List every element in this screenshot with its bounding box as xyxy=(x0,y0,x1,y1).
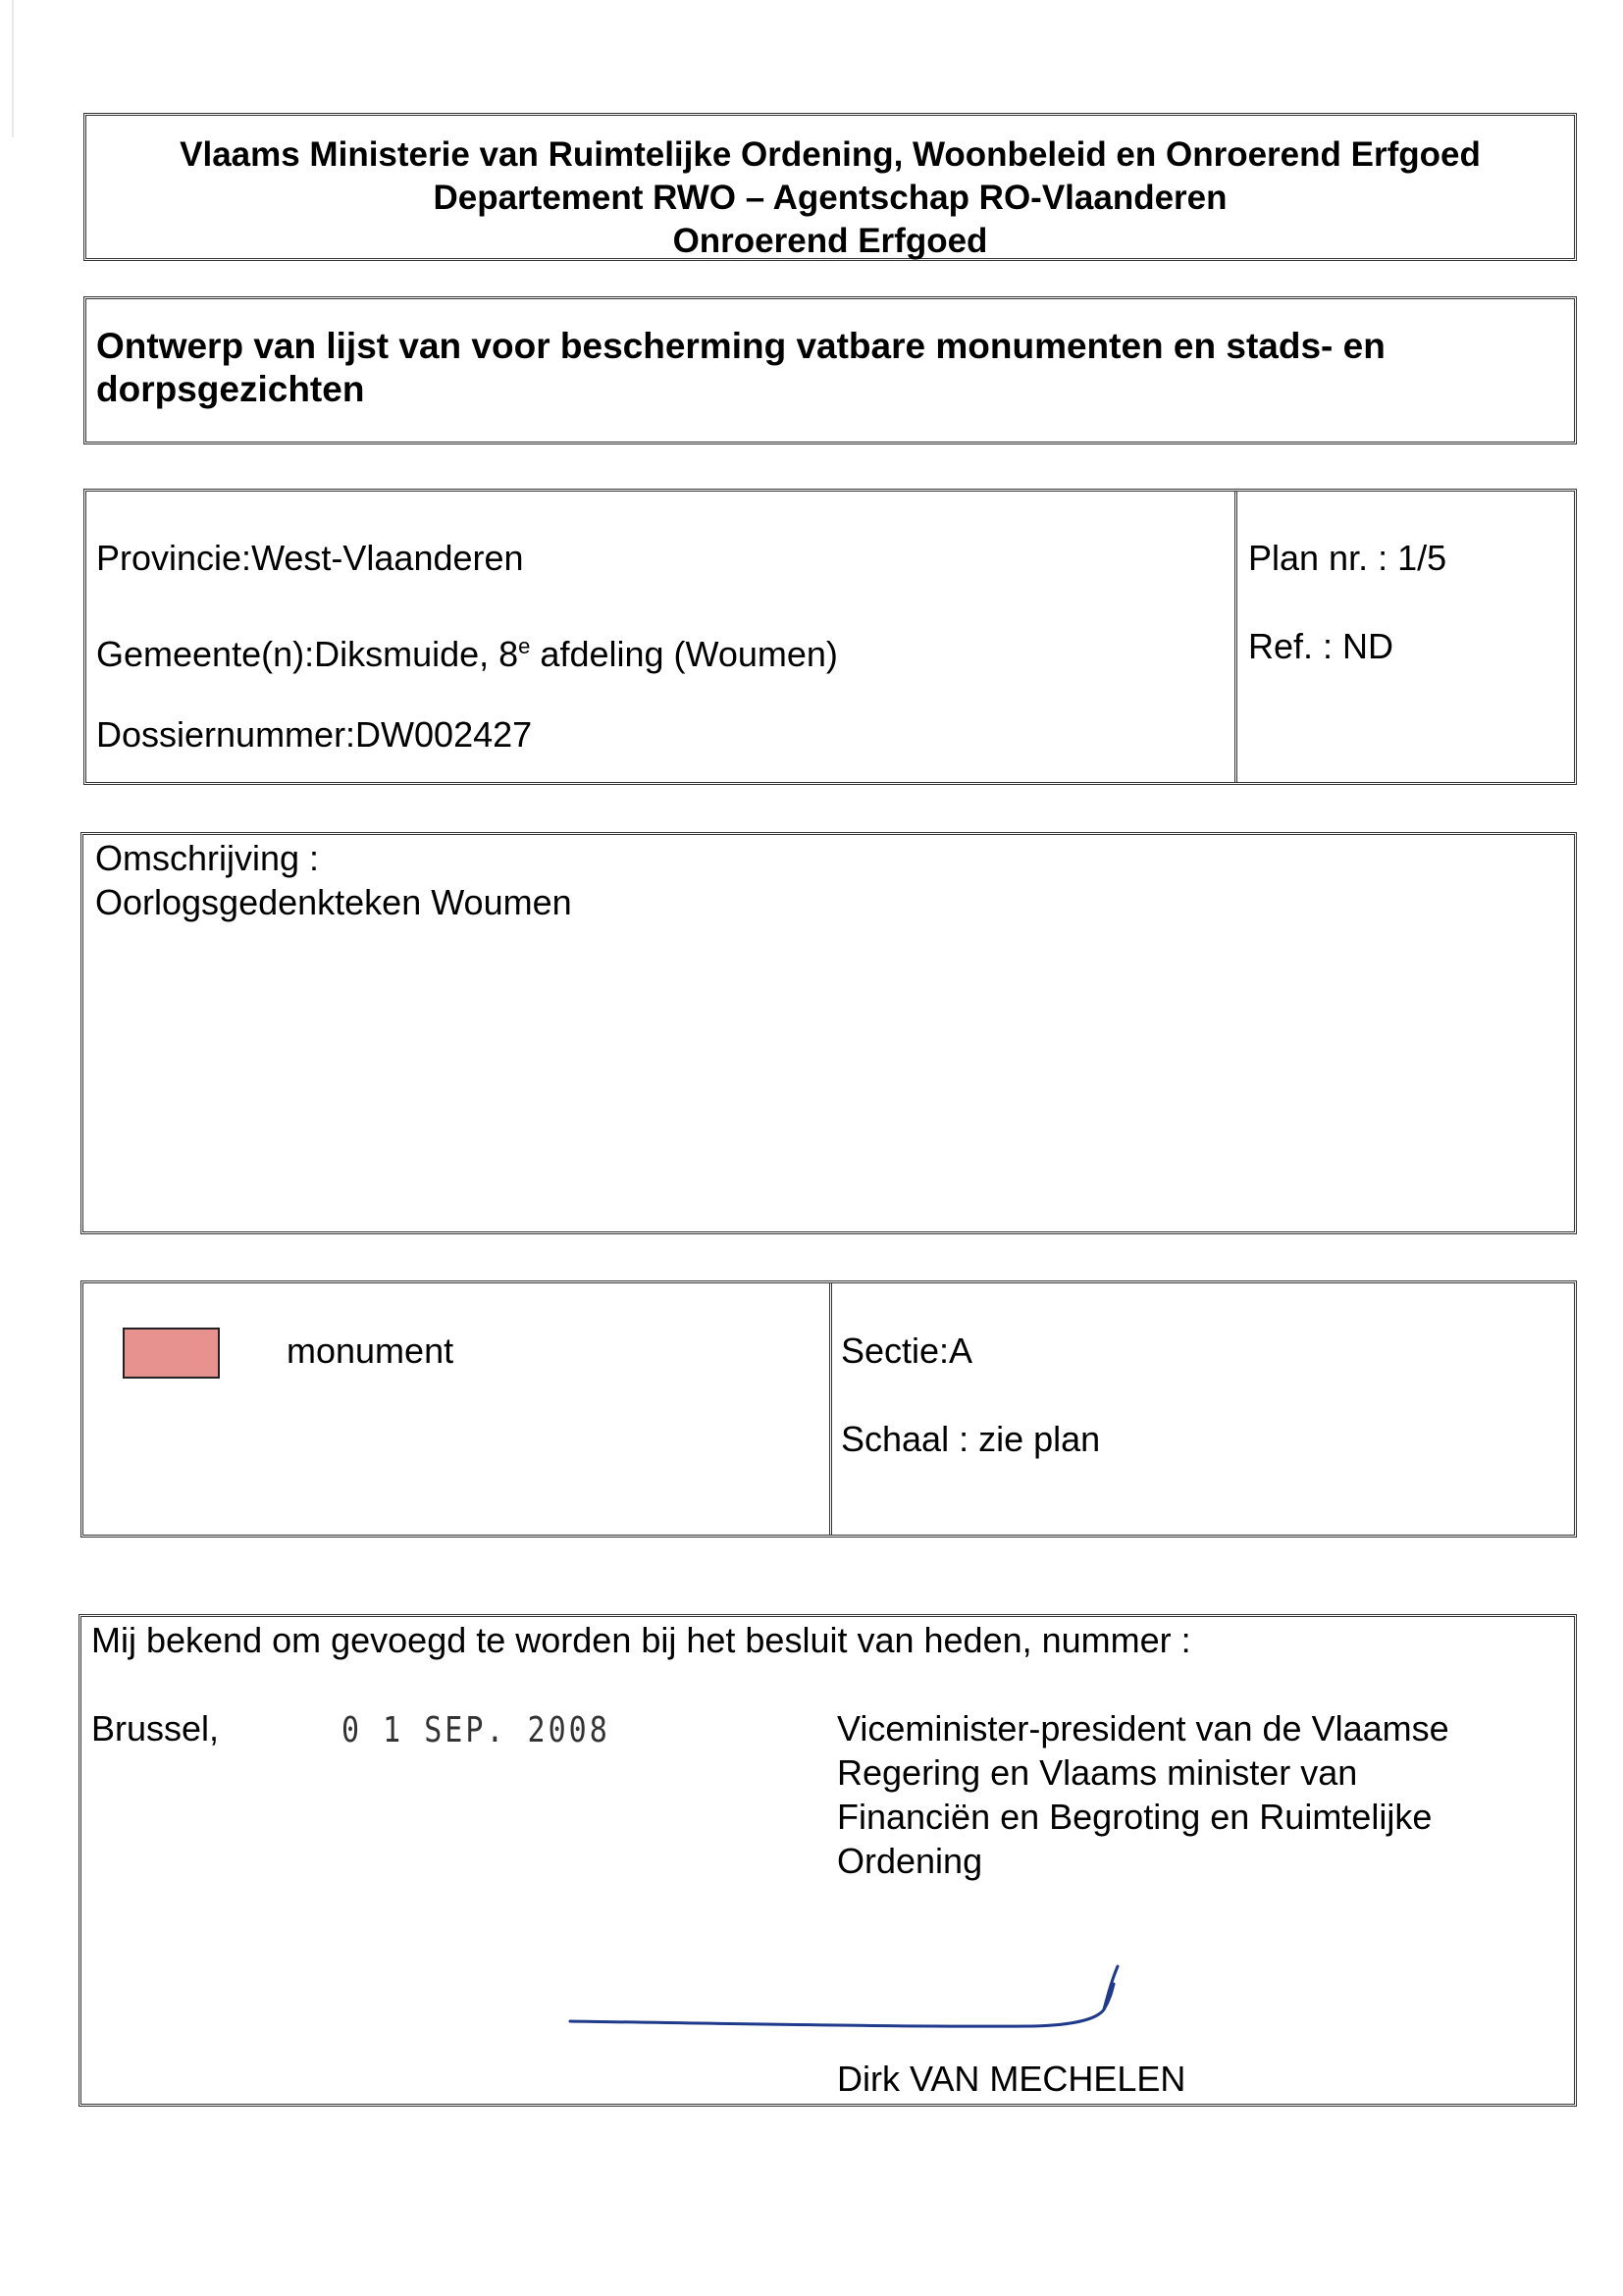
gemeente-field xyxy=(96,627,838,674)
legend-item-label: monument xyxy=(287,1331,454,1371)
legend-divider xyxy=(829,1283,832,1535)
title-line-2: dorpsgezichten xyxy=(96,369,365,409)
description-value: Oorlogsgedenkteken Woumen xyxy=(95,882,572,922)
plan-number: Plan nr. : 1/5 xyxy=(1248,538,1447,578)
role-line-2: Regering en Vlaams minister van xyxy=(837,1752,1358,1793)
ministry-name: Vlaams Ministerie van Ruimtelijke Ordening, Woonbeleid en Onroerend Erfgoed xyxy=(180,135,1481,174)
document-title xyxy=(83,296,1577,444)
provincie-field: Provincie:West-Vlaanderen xyxy=(96,538,524,578)
signatory-name: Dirk VAN MECHELEN xyxy=(837,2059,1186,2099)
description-box xyxy=(80,832,1577,1234)
agency-name: Onroerend Erfgoed xyxy=(672,222,988,260)
title-line-1: Ontwerp van lijst van voor bescherming vatbare monumenten en stads- en xyxy=(96,326,1386,366)
dossier-field: Dossiernummer:DW002427 xyxy=(96,714,533,755)
department-name: Departement RWO – Agentschap RO-Vlaanderen xyxy=(433,179,1228,217)
gemeente-superscript: e xyxy=(518,634,531,658)
handwritten-signature xyxy=(562,1951,1151,2039)
ministry-header xyxy=(83,113,1577,261)
role-line-1: Viceminister-president van de Vlaamse xyxy=(837,1708,1449,1748)
gemeente-suffix: afdeling (Woumen) xyxy=(530,634,838,674)
info-divider xyxy=(1234,492,1237,782)
role-line-4: Ordening xyxy=(837,1841,983,1881)
description-label: Omschrijving : xyxy=(95,838,320,878)
legend-box xyxy=(80,1280,1577,1538)
sectie-field: Sectie:A xyxy=(841,1331,973,1371)
approval-statement: Mij bekend om gevoegd te worden bij het besluit van heden, nummer : xyxy=(91,1620,1191,1660)
role-line-3: Financiën en Begroting en Ruimtelijke xyxy=(837,1797,1433,1837)
reference: Ref. : ND xyxy=(1248,626,1394,666)
schaal-field: Schaal : zie plan xyxy=(841,1419,1101,1459)
scan-margin-line xyxy=(12,0,14,137)
place-label: Brussel, xyxy=(91,1708,220,1748)
monument-color-swatch xyxy=(123,1328,220,1379)
date-stamp: 0 1 SEP. 2008 xyxy=(341,1709,610,1751)
gemeente-prefix: Gemeente(n):Diksmuide, 8 xyxy=(96,634,519,674)
location-info-box xyxy=(83,489,1577,785)
signature-box xyxy=(79,1614,1577,2107)
